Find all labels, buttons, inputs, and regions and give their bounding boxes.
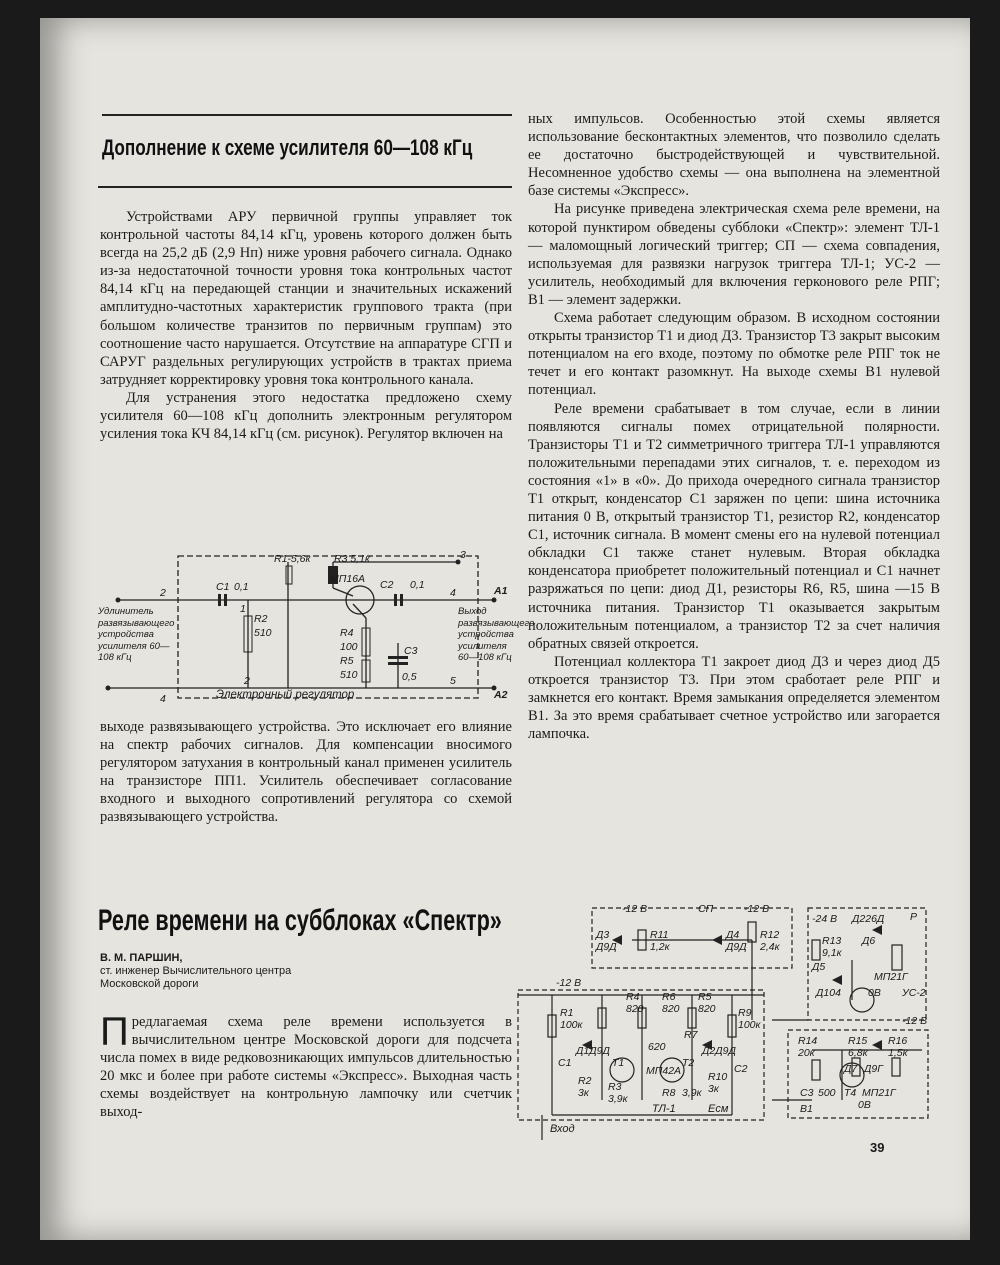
article2-title: Реле времени на субблоках «Спектр» xyxy=(98,904,502,937)
node-label: 2 xyxy=(160,587,166,599)
regulator-schematic xyxy=(98,548,535,710)
schematic-label: R15 xyxy=(848,1035,868,1047)
article2-intro xyxy=(100,1010,512,1122)
node-label: 1 xyxy=(240,603,246,615)
schematic-label: 1,5к xyxy=(888,1047,908,1059)
part-label: 0,1 xyxy=(234,581,249,593)
schematic-label: Д104 xyxy=(816,987,841,999)
paragraph: Реле времени срабатывает в том случае, если в линии появляются сигналы помех отрицательной полярности. Транзисторы Т1 и Т2 симметричного триггера ТЛ-1 управляются положительными перепадами этих сигналов, т. е. переходом из состояния «1» в «0». До прихода очередного сигнала транзистор Т1 открыт, конденсатор С1 заряжен по цепи: шина источника питания 0 В, открытый транзистор Т1, резистор R2, конденсатор С1, источник сигнала. В момент смены его на нулевой потенциал обкладки С1 также станет нулевым. Вторая обкладка конденсатора приобретет положительный потенциал и С1 начнет разряжаться по цепи: диод Д1, резисторы R6, R5, шина —15 В источника питания. Транзистор Т1 оказывается закрытым положительным потенциалом, а транзистор Т2 за счет наличия обратных связей откроется. xyxy=(528,400,940,652)
schematic-label: Д1Д9Д xyxy=(576,1045,610,1057)
schematic-label: R14 xyxy=(798,1035,818,1047)
schematic-label: МП21Г xyxy=(874,971,908,983)
schematic-label: МП21Г xyxy=(862,1087,896,1099)
schematic-label: C3 xyxy=(800,1087,814,1099)
schematic-label: 9,1к xyxy=(822,947,842,959)
node-label: 3 xyxy=(460,549,466,561)
part-label: R3 5,1к xyxy=(334,553,370,565)
part-label: C2 xyxy=(380,579,394,591)
paragraph: Устройствами АРУ первичной группы управляет ток контрольной частоты 84,14 кГц, уровень которого должен быть всегда на 25,2 дБ (2,9 Нп) ниже уровня рабочего сигнала. Однако из-за недостаточной точности уровня тока контрольных частот 84,14 кГц на передающей станции и значительных искажений амплитудно-частотных характеристик группового тракта (при большом количестве транзитов по первичным группам) это соотношение часто нарушается. Отсутствие на аппаратуре СГП и САРУГ раздельных регулирующих устройств в трактах приема затрудняет корректировку уровня тока контрольного канала. xyxy=(100,209,512,388)
schematic-label: R2 xyxy=(578,1075,592,1087)
schematic-label: Д9Д xyxy=(596,941,617,953)
part-label: 100 xyxy=(340,641,358,653)
node-label: A2 xyxy=(494,689,508,701)
schematic-label: 1,2к xyxy=(650,941,670,953)
schematic-label: R11 xyxy=(650,929,669,941)
schematic-label: Д226Д xyxy=(852,913,885,925)
schematic-label: 820 xyxy=(698,1003,716,1015)
schematic-label: ТЛ-1 xyxy=(652,1103,676,1115)
schematic-label: Р xyxy=(910,911,918,923)
author-org: Московской дороги xyxy=(100,978,199,990)
schematic-label: УС-2 xyxy=(902,987,926,999)
input-label: Удлинитель развязывающего устройства усилителя 60—108 кГц xyxy=(98,606,175,663)
top-rule xyxy=(102,114,512,116)
schematic-label: C1 xyxy=(558,1057,572,1069)
page-number: 39 xyxy=(870,1140,885,1155)
node-label: 5 xyxy=(450,675,456,687)
part-label: 0,5 xyxy=(402,671,417,683)
part-label: R1-5,6к xyxy=(274,553,311,565)
schematic-label: -12 В xyxy=(744,903,770,915)
paragraph: ных импульсов. Особенностью этой схемы является использование бесконтактных элементов, что позволило сделать ее достаточно быстродействующей и чувствительной. Несомненное удобство схемы — она выполнена на элементной базе системы «Экспресс». xyxy=(528,111,940,200)
node-label: 4 xyxy=(450,587,456,599)
author-role: ст. инженер Вычислительного центра xyxy=(100,965,292,977)
schematic-label: 2,4к xyxy=(760,941,780,953)
schematic-label: R13 xyxy=(822,935,842,947)
title-rule xyxy=(98,186,512,188)
intro-text: редлагаемая схема реле времени используется в вычислительном центре Московской дороги для подсчета числа помех в виде редковозникающих импульсов длительностью 20 мкс и более при работе системы «Экспресс». Выходная часть схемы воздействует на контрольную лампочку или счетчик выход- xyxy=(100,1014,512,1121)
dropcap: П xyxy=(100,1010,129,1054)
schematic-label: R7 xyxy=(684,1029,698,1041)
paragraph: Схема работает следующим образом. В исходном состоянии открыты транзистор Т1 и диод Д3. Транзистор Т3 закрыт высоким потенциалом на его входе, поэтому по обмотке реле РПГ ток не течет и его контакт разомкнут. На выходе схемы В1 нулевой потенциал. xyxy=(528,310,940,399)
schematic-label: -12 В xyxy=(622,903,648,915)
byline xyxy=(100,952,500,991)
part-label: 510 xyxy=(340,669,358,681)
schematic-label: 6,8к xyxy=(848,1047,868,1059)
node-label: A1 xyxy=(494,585,508,597)
schematic-label: -12 В xyxy=(902,1015,928,1027)
schematic-label: Д2Д9Д xyxy=(702,1045,736,1057)
schematic-label: Вход xyxy=(550,1123,575,1135)
paragraph: На рисунке приведена электрическая схема реле времени, на которой пунктиром обведены субблоки «Спектр»: элемент ТЛ-1 — маломощный логический триггер; СП — схема совпадения, используемая для развязки нагрузок триггера ТЛ-1; УС-2 — усилитель, необходимый для включения герконового реле РПГ; В1 — элемент задержки. xyxy=(528,201,940,308)
schematic-label: 20к xyxy=(798,1047,815,1059)
schematic-label: 3,9к xyxy=(682,1087,702,1099)
node-label: 2 xyxy=(244,675,250,687)
magazine-page xyxy=(40,18,970,1240)
schematic-label: Т4 xyxy=(844,1087,857,1099)
article1-body xyxy=(100,208,512,443)
part-label: R4 xyxy=(340,627,354,639)
schematic-label: МП42А xyxy=(646,1065,682,1077)
schematic-label: Т1 xyxy=(612,1057,625,1069)
schematic-label: Д6 xyxy=(862,935,876,947)
schematic-label: C2 xyxy=(734,1063,748,1075)
schematic-label: 620 xyxy=(648,1041,666,1053)
paragraph: Для устранения этого недостатка предложено схему усилителя 60—108 кГц дополнить электронным регулятором усиления тока КЧ 84,14 кГц (см. рисунок). Регулятор включен на xyxy=(100,389,512,443)
schematic-label: Д5 xyxy=(812,961,826,973)
part-label: 0,1 xyxy=(410,579,425,591)
schematic-label: R5 xyxy=(698,991,712,1003)
article2-right-column xyxy=(528,110,940,743)
schematic-caption: Электронный регулятор xyxy=(216,689,355,701)
schematic-label: 500 xyxy=(818,1087,836,1099)
part-label: C3 xyxy=(404,645,418,657)
schematic-label: 0В xyxy=(868,987,881,999)
relay-schematic xyxy=(512,900,944,1150)
schematic-label: Есм xyxy=(708,1103,729,1115)
schematic-label: R8 xyxy=(662,1087,676,1099)
article1-title: Дополнение к схеме усилителя 60—108 кГц xyxy=(102,135,473,160)
schematic-label: R4 xyxy=(626,991,640,1003)
schematic-label: 100к xyxy=(738,1019,761,1031)
schematic-label: 3,9к xyxy=(608,1093,628,1105)
schematic-label: R1 xyxy=(560,1007,574,1019)
schematic-label: R3 xyxy=(608,1081,622,1093)
schematic-label: 0В xyxy=(858,1099,871,1111)
schematic-label: Т2 xyxy=(682,1057,695,1069)
schematic-label: 100к xyxy=(560,1019,583,1031)
node-label: 4 xyxy=(160,693,166,705)
schematic-label: 3к xyxy=(578,1087,589,1099)
schematic-label: Д3 xyxy=(596,929,610,941)
part-label: МП16А xyxy=(330,573,366,585)
schematic-label: Д4 xyxy=(726,929,740,941)
paragraph: выходе развязывающего устройства. Это исключает его влияние на спектр рабочих сигналов. Для компенсации вносимого регулятором затухания в контрольный канал применен усилитель на транзисторе ПП1. Усилитель обеспечивает согласование входного и выходного сопротивлений регулятора со схемой развязывающего устройства. xyxy=(100,719,512,826)
paragraph xyxy=(100,1010,512,1122)
article1-continuation xyxy=(100,718,512,827)
schematic-label: Д9Г xyxy=(864,1063,883,1075)
schematic-label: Д9Д xyxy=(726,941,747,953)
schematic-label: R12 xyxy=(760,929,780,941)
schematic-label: Д7 xyxy=(844,1063,858,1075)
schematic-label: R6 xyxy=(662,991,676,1003)
schematic-label: 820 xyxy=(662,1003,680,1015)
schematic-label: СП xyxy=(698,903,714,915)
schematic-label: -24 В xyxy=(812,913,838,925)
schematic-label: R10 xyxy=(708,1071,728,1083)
schematic-label: R9 xyxy=(738,1007,752,1019)
part-label: 510 xyxy=(254,627,272,639)
schematic-label: В1 xyxy=(800,1103,813,1115)
part-label: C1 xyxy=(216,581,230,593)
output-label: Выход развязывающего устройства усилителя 60—108 кГц xyxy=(458,606,535,663)
schematic-label: 3к xyxy=(708,1083,719,1095)
schematic-label: 820 xyxy=(626,1003,644,1015)
schematic-label: -12 В xyxy=(556,977,582,989)
author-name: В. М. ПАРШИН, xyxy=(100,952,183,964)
part-label: R5 xyxy=(340,655,354,667)
paragraph: Потенциал коллектора Т1 закроет диод Д3 и через диод Д5 откроется транзистор Т3. При этом сработает реле РПГ и замкнется его контакт. Время замыкания определяется элементом В1. За это время срабатывает счетное устройство или загорается лампочка. xyxy=(528,653,940,743)
schematic-label: R16 xyxy=(888,1035,908,1047)
part-label: R2 xyxy=(254,613,268,625)
